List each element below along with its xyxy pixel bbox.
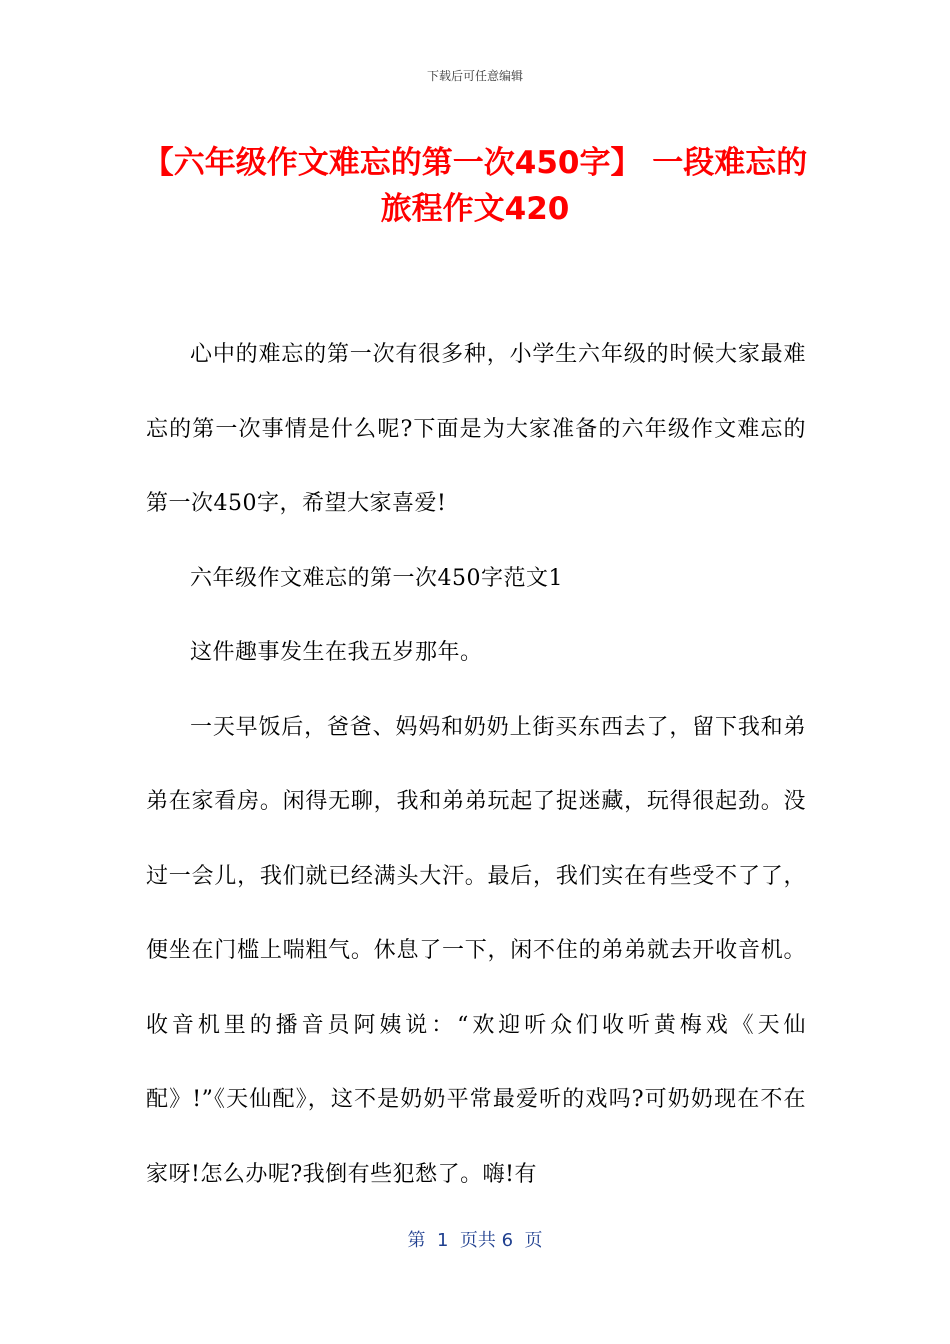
paragraph-intro: 心中的难忘的第一次有很多种，小学生六年级的时候大家最难忘的第一次事情是什么呢?下面是为大家准备的六年级作文难忘的第一次450字，希望大家喜爱! [146,342,806,516]
paragraph-subheading: 六年级作文难忘的第一次450字范文1 [190,565,563,591]
paragraph-opening: 这件趣事发生在我五岁那年。 [190,640,483,665]
header-note: 下载后可任意编辑 [426,69,523,83]
document-body [146,318,806,1212]
document-title: 【六年级作文难忘的第一次450字】 一段难忘的旅程作文420 [142,145,808,227]
paragraph-story: 一天早饭后，爸爸、妈妈和奶奶上街买东西去了，留下我和弟弟在家看房。闲得无聊，我和弟弟玩起了捉迷藏，玩得很起劲。没过一会儿，我们就已经满头大汗。最后，我们实在有些受不了了，便坐在门槛上喘粗气。休息了一下，闲不住的弟弟就去开收音机。收音机里的播音员阿姨说：“欢迎听众们收听黄梅戏《天仙配》!”《天仙配》，这不是奶奶平常最爱听的戏吗?可奶奶现在不在家呀!怎么办呢?我倒有些犯愁了。嗨!有 [146,714,806,1187]
page-number-footer: 第 1 页共 6 页 [407,1230,543,1251]
